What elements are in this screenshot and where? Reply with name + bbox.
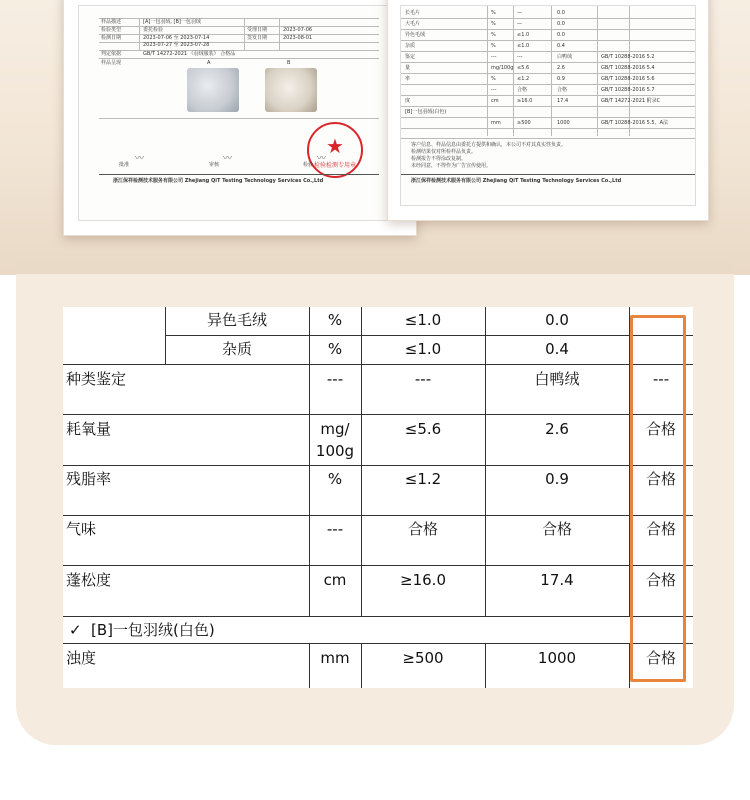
mini-cell: 大毛片 <box>405 21 421 27</box>
mini-cell: 0.0 <box>557 21 565 27</box>
test-date-label: 检测日期 <box>101 35 122 41</box>
mini-cell: 异色毛绒 <box>405 32 426 38</box>
sample-b-photo <box>265 68 317 112</box>
reviewer-label: 审核 <box>209 162 220 168</box>
mini-cell: 17.4 <box>557 98 569 104</box>
item-cell: 杂质 <box>221 340 252 358</box>
inspection-type-value: 委托检验 <box>143 27 164 33</box>
result-cell: 0.4 <box>545 340 569 358</box>
requirement-cell: --- <box>414 370 432 388</box>
mini-cell: 白鸭绒 <box>557 54 573 60</box>
sample-a-photo <box>187 68 239 112</box>
unit-cell: % <box>327 340 343 358</box>
section-label: [B]一包羽绒(白色) <box>91 621 215 639</box>
mini-cell: 1000 <box>557 120 570 126</box>
mini-cell: 率 <box>405 76 411 82</box>
requirement-cell: ≤5.6 <box>404 420 442 438</box>
unit-cell: cm <box>323 571 347 589</box>
mini-cell: % <box>491 21 496 27</box>
item-cell: 种类鉴定 <box>66 370 127 388</box>
result-cell: 17.4 <box>540 571 574 589</box>
result-cell: 合格 <box>541 520 572 538</box>
standard-label: 判定依据 <box>101 51 122 57</box>
sample-desc-label: 样品描述 <box>101 19 122 25</box>
mini-cell: cm <box>491 98 499 104</box>
requirement-cell: ≤1.2 <box>404 470 442 488</box>
requirement-cell: ≥500 <box>402 649 444 667</box>
unit-cell: mm <box>320 649 350 667</box>
mini-cell: ≤1.0 <box>517 32 530 38</box>
company-name-left: 浙江保祥检测技术服务有限公司 Zhejiang QiT Testing Technology Services Co.,Ltd <box>113 178 324 184</box>
verdict-cell: 合格 <box>645 470 676 488</box>
received-date-value: 2023-07-06 <box>283 27 313 33</box>
mini-cell: GB/T 14272-2021 附录C <box>601 98 661 104</box>
inspector-label: 检验 <box>303 162 314 168</box>
mini-cell: 0.0 <box>557 10 565 16</box>
mini-cell: — <box>517 10 522 16</box>
unit-cell: mg/ <box>320 420 350 438</box>
issue-date-value: 2023-08-01 <box>283 35 313 41</box>
note-line: 客户信息、样品信息由委托方提供和确认，本公司不对其真实性负责。 <box>411 142 567 148</box>
item-cell: 气味 <box>66 520 97 538</box>
note-line: 未经同意，不得作为广告宣传使用。 <box>411 163 492 169</box>
requirement-cell: 合格 <box>407 520 438 538</box>
divider-band <box>16 262 734 274</box>
certificate-page-right <box>400 5 696 206</box>
received-date-label: 受理日期 <box>247 27 268 33</box>
item-cell: 蓬松度 <box>66 571 112 589</box>
item-cell: 浊度 <box>66 649 97 667</box>
seal-text: 检验检测专用章 <box>313 162 356 169</box>
mini-cell: --- <box>491 54 497 60</box>
certificate-frame-left <box>63 0 417 236</box>
mini-cell: GB/T 10288-2016 5.2 <box>601 54 655 60</box>
mini-cell: 合格 <box>557 87 568 93</box>
verdict-cell: --- <box>652 370 670 388</box>
photo-label: 样品呈现 <box>101 60 122 66</box>
result-cell: 白鸭绒 <box>534 370 580 388</box>
test-results-table <box>63 307 693 688</box>
mini-cell: ≤1.2 <box>517 76 530 82</box>
verdict-cell: 合格 <box>645 571 676 589</box>
mini-cell: 0.9 <box>557 76 565 82</box>
mini-cell: % <box>491 43 496 49</box>
mini-cell: 长毛片 <box>405 10 421 16</box>
unit-cell: --- <box>326 520 344 538</box>
approve-signature: 〰 <box>135 154 145 164</box>
issue-date-label: 签发日期 <box>247 35 268 41</box>
verdict-column-highlight <box>630 315 686 682</box>
requirement-cell: ≤1.0 <box>404 340 442 358</box>
reviewer-signature: 〰 <box>223 154 233 164</box>
note-line: 检测报告不得涂改复制。 <box>411 156 467 162</box>
mini-cell: --- <box>491 87 497 93</box>
unit-cell-line2: 100g <box>315 442 355 460</box>
inspector-signature: 〰 <box>317 154 327 164</box>
mini-cell: GB/T 10288-2016 5.4 <box>601 65 655 71</box>
mini-cell: --- <box>517 54 523 60</box>
mini-cell: 度 <box>405 98 411 104</box>
result-cell: 2.6 <box>545 420 569 438</box>
inspection-seal <box>307 122 363 178</box>
unit-cell: % <box>327 470 343 488</box>
approve-label: 批准 <box>119 162 130 168</box>
result-cell: 1000 <box>537 649 577 667</box>
seal-star-icon: ★ <box>326 134 344 158</box>
company-name-right: 浙江保祥检测技术服务有限公司 Zhejiang QiT Testing Technology Services Co.,Ltd <box>411 178 622 184</box>
mini-cell: 2.6 <box>557 65 565 71</box>
verdict-cell: 合格 <box>645 649 676 667</box>
mini-cell: 杂质 <box>405 43 416 49</box>
mini-cell: GB/T 10288-2016 5.6 <box>601 76 655 82</box>
mini-cell: ≤5.6 <box>517 65 530 71</box>
mini-cell: 量 <box>405 65 411 71</box>
mini-cell: 合格 <box>517 87 528 93</box>
mini-cell: ≥16.0 <box>517 98 533 104</box>
mini-cell: mg/100g <box>491 65 514 71</box>
mini-cell: 鉴定 <box>405 54 416 60</box>
requirement-cell: ≥16.0 <box>400 571 446 589</box>
photo-b-label: B <box>287 60 291 66</box>
certificate-page-left <box>78 5 402 221</box>
mini-cell: mm <box>491 120 501 126</box>
mini-cell: % <box>491 76 496 82</box>
unit-cell: --- <box>326 370 344 388</box>
verdict-cell: 合格 <box>645 420 676 438</box>
mini-cell: GB/T 10288-2016 5.7 <box>601 87 655 93</box>
item-cell: 耗氧量 <box>66 420 112 438</box>
unit-cell: % <box>327 311 343 329</box>
section-check-icon: ✓ <box>69 621 82 639</box>
result-cell: 0.9 <box>545 470 569 488</box>
test-date-value: 2023-07-06 至 2023-07-14 <box>143 35 210 41</box>
test-date-value-2: 2023-07-27 至 2023-07-28 <box>143 42 210 48</box>
requirement-cell: ≤1.0 <box>404 311 442 329</box>
photo-a-label: A <box>207 60 211 66</box>
mini-cell: 0.0 <box>557 32 565 38</box>
mini-cell: [B]一包羽绒(白色) <box>405 109 447 115</box>
standard-value: GB/T 14272-2021 《羽绒服装》 合格品 <box>143 51 236 57</box>
sample-desc-value: [A]一包羽绒, [B]一包羽绒 <box>143 19 201 25</box>
certificate-frame-right <box>387 0 709 221</box>
mini-cell: ≤1.0 <box>517 43 530 49</box>
verdict-cell: 合格 <box>645 520 676 538</box>
mini-cell: % <box>491 32 496 38</box>
mini-cell: GB/T 10288-2016 5.5、A法 <box>601 120 669 126</box>
note-line: 检测结果仅对所检样品负责。 <box>411 149 477 155</box>
result-cell: 0.0 <box>545 311 569 329</box>
mini-cell: ≥500 <box>517 120 531 126</box>
mini-cell: 0.4 <box>557 43 565 49</box>
mini-cell: — <box>517 21 522 27</box>
item-cell: 异色毛绒 <box>206 311 267 329</box>
item-cell: 残脂率 <box>66 470 112 488</box>
inspection-type-label: 检验类型 <box>101 27 122 33</box>
mini-cell: % <box>491 10 496 16</box>
